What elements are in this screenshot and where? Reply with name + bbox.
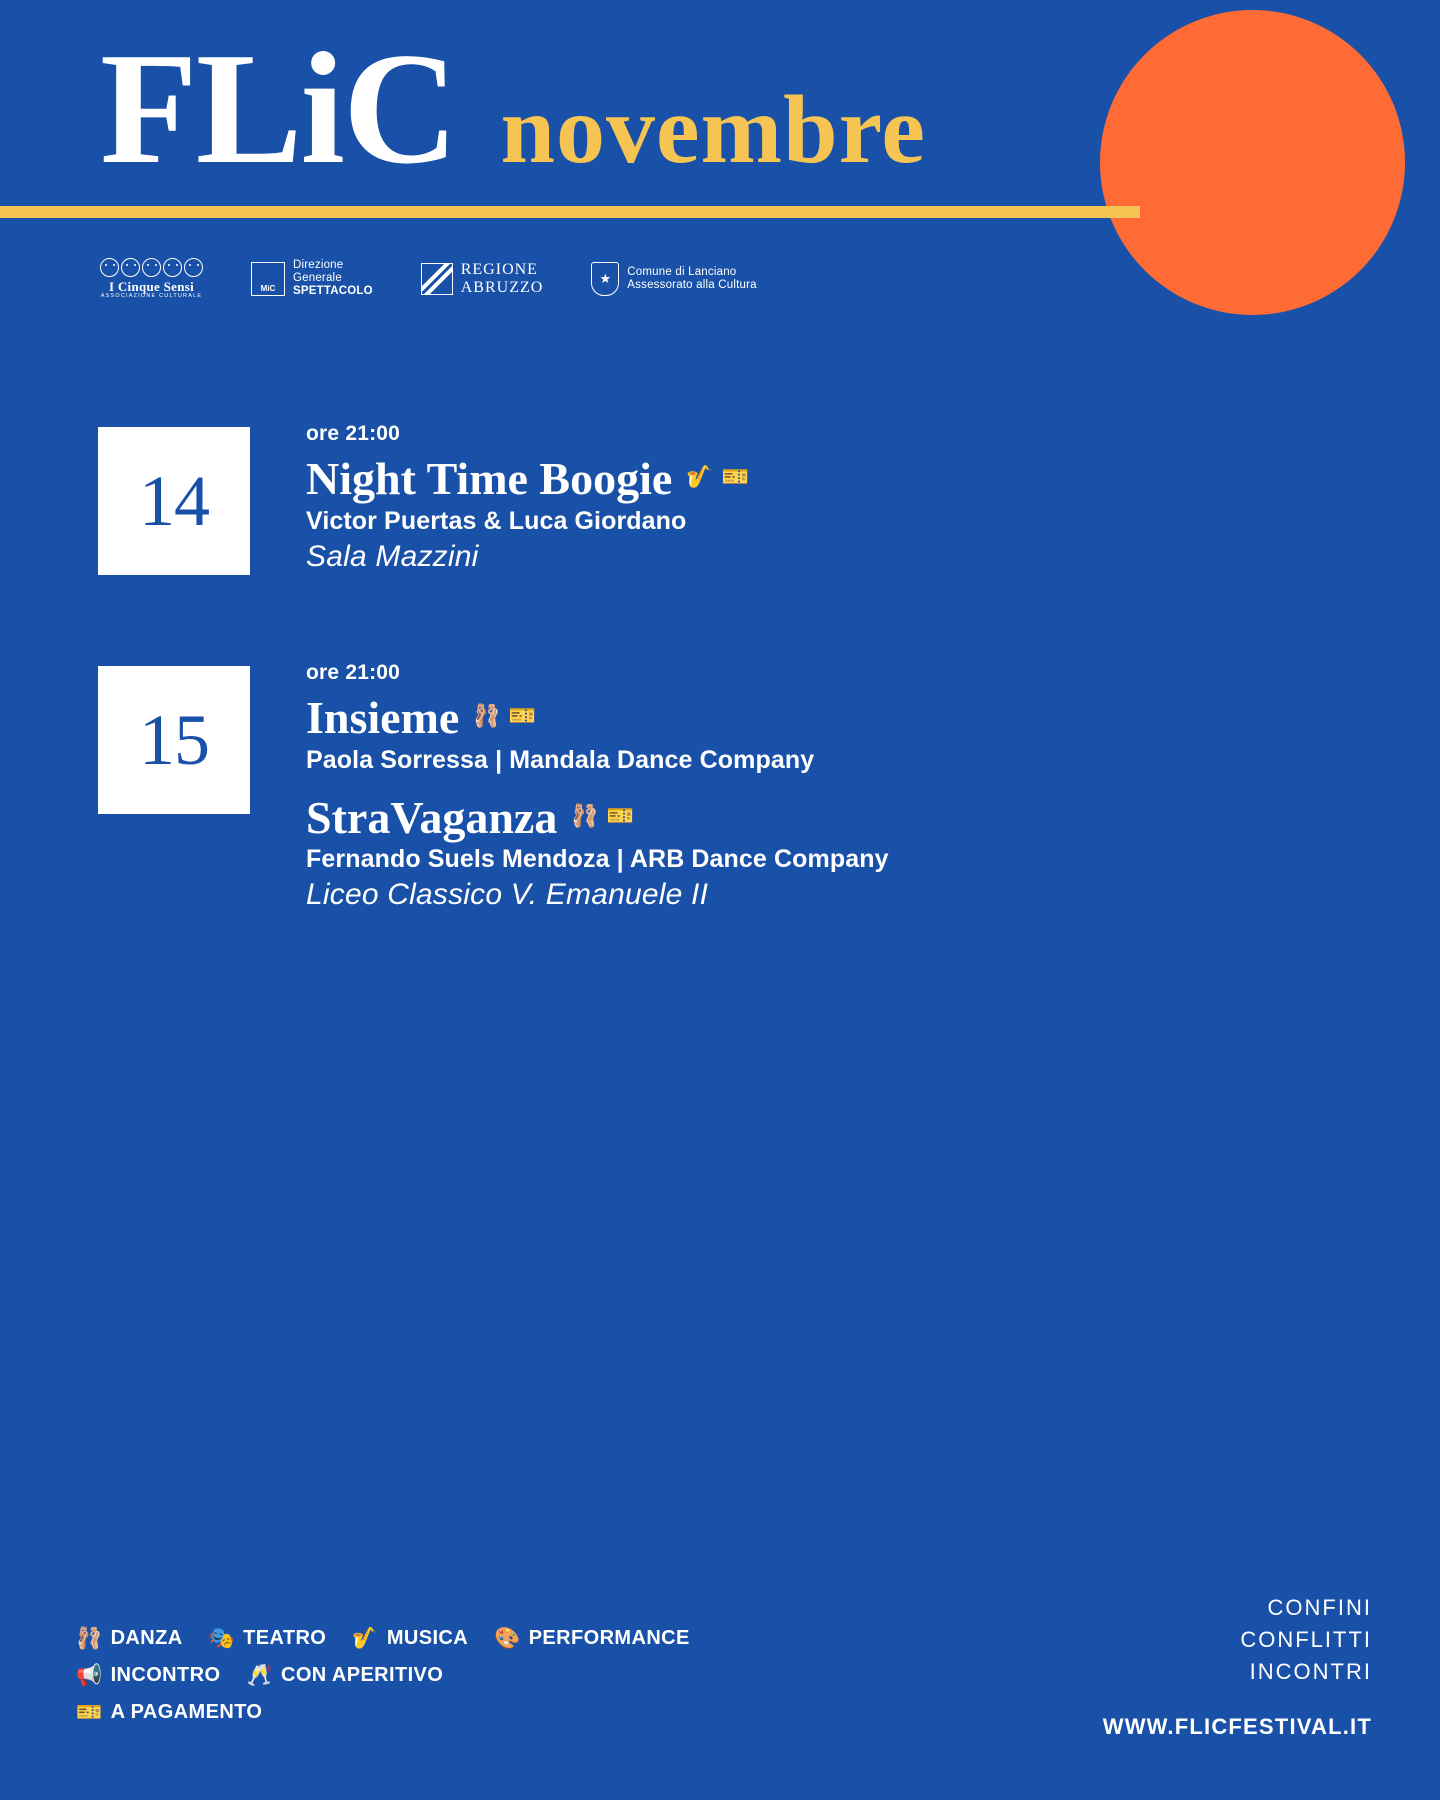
logo-flic-text: FLiC [100,19,457,197]
event-day-number: 14 [139,461,209,541]
mic-badge-icon: MiC [251,262,285,296]
event-item[interactable] [0,420,1440,575]
event-artists: Victor Puertas & Luca Giordano [306,506,687,535]
event-list [0,420,1440,996]
sponsor-line-2: ABRUZZO [460,278,544,296]
claim-line-2: CONFLITTI [1240,1627,1372,1653]
sponsor-label-group [293,259,373,298]
musica-icon: 🎷 [352,1627,379,1650]
a-pagamento-icon: 🎫 [606,802,635,828]
incontro-icon: 📢 [76,1664,103,1687]
poster-header [0,0,1440,240]
abruzzo-stripes-icon [421,263,453,295]
legend-label: PERFORMANCE [528,1627,690,1649]
event-title: Insieme [306,692,460,743]
festival-logo [100,19,926,197]
event-title-row [306,693,889,744]
sponsor-comune-di-lanciano [591,262,756,296]
event-date-box [98,666,250,814]
legend-item-incontro [76,1664,220,1687]
danza-icon: 🩰 [76,1627,103,1650]
sponsor-regione-abruzzo [421,261,544,297]
event-time: ore 21:00 [306,661,401,684]
legend-item-danza [76,1627,183,1650]
event-title: Night Time Boogie [306,453,673,504]
sponsor-line-2: Generale [293,272,342,285]
legend-item-teatro [209,1627,327,1650]
legend-item-con-aperitivo [246,1664,443,1687]
event-tag-icons [571,802,635,831]
claim-line-1: CONFINI [1267,1595,1372,1621]
legend-label: DANZA [110,1627,183,1649]
event-venue: Sala Mazzini [306,539,479,573]
a-pagamento-icon: 🎫 [721,464,750,490]
city-crest-icon: ★ [591,262,619,296]
sponsor-line-1: Direzione [293,259,344,272]
musica-icon: 🎷 [686,464,714,490]
sponsor-name: I Cinque Sensi [108,279,195,294]
event-artists: Paola Sorressa | Mandala Dance Company [306,745,815,774]
sponsor-strip [100,258,757,300]
legend-item-musica [352,1627,468,1650]
yellow-divider-rule [0,206,1140,218]
legend-label: A PAGAMENTO [110,1701,263,1723]
legend-row [76,1664,836,1687]
sponsor-label-group [627,266,756,292]
claim-line-3: INCONTRI [1249,1659,1372,1685]
sponsor-direzione-generale-spettacolo [251,259,373,298]
event-time: ore 21:00 [306,422,401,445]
sponsor-line-3: SPETTACOLO [293,285,373,298]
a-pagamento-icon: 🎫 [508,703,537,729]
sponsor-line-2: Assessorato alla Cultura [627,278,757,291]
event-title-row [306,793,889,844]
event-details [306,420,749,574]
legend-label: TEATRO [243,1627,327,1649]
teatro-icon: 🎭 [208,1627,236,1650]
five-faces-icon [100,258,203,300]
festival-claim [1103,1592,1372,1688]
legend-item-performance [494,1627,690,1650]
event-day-number: 15 [139,700,209,780]
website-url[interactable]: WWW.FLICFESTIVAL.IT [1102,1714,1372,1739]
orange-circle-decoration [1100,10,1405,315]
event-venue: Liceo Classico V. Emanuele II [306,878,709,912]
legend [76,1627,836,1738]
sponsor-line-1: Comune di Lanciano [627,265,737,278]
a-pagamento-icon: 🎫 [76,1701,103,1724]
aperitivo-icon: 🥂 [246,1664,273,1687]
sponsor-subtitle: ASSOCIAZIONE CULTURALE [100,293,203,299]
legend-label: INCONTRO [110,1664,221,1686]
sponsor-line-1: REGIONE [460,260,538,278]
legend-label: CON APERITIVO [281,1664,444,1686]
performance-icon: 🎨 [494,1627,521,1650]
legend-row [76,1627,836,1650]
event-item[interactable] [0,659,1440,912]
event-second-show [306,793,889,875]
logo-month-text: novembre [500,76,926,184]
event-artists-secondary: Fernando Suels Mendoza | ARB Dance Company [306,845,889,874]
legend-label: MUSICA [386,1627,469,1649]
event-tag-icons [686,466,749,492]
danza-icon: 🩰 [571,802,599,828]
sponsor-label-group [461,261,544,297]
legend-item-a-pagamento [76,1701,262,1724]
event-title-row [306,454,749,505]
event-tag-icons [473,705,536,731]
event-details [306,659,889,912]
event-date-box [98,427,250,575]
event-title-secondary: StraVaganza [306,791,558,843]
footer-right [1103,1592,1372,1740]
danza-icon: 🩰 [473,703,501,729]
sponsor-i-cinque-sensi [100,258,203,300]
legend-row [76,1701,836,1724]
